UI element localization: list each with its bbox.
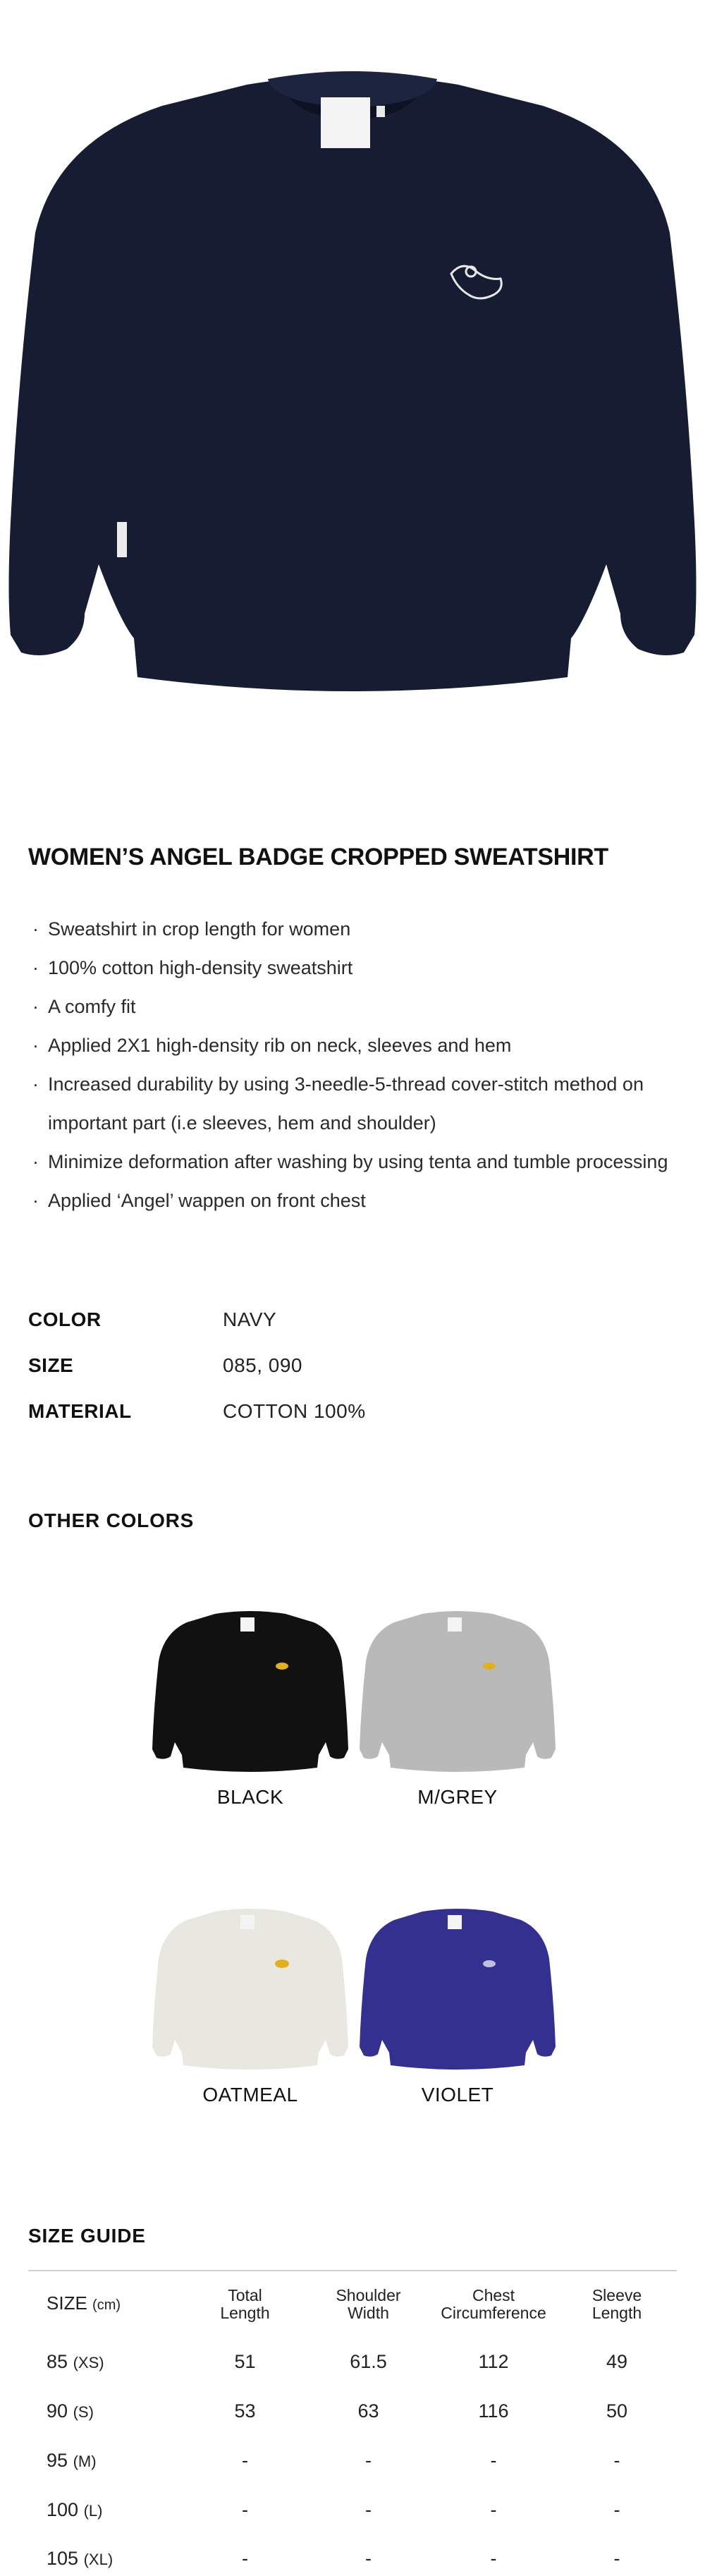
table-row [28, 2337, 677, 2386]
size-cell: 105 (XL) [47, 2548, 114, 2569]
color-label: VIOLET [421, 2084, 494, 2106]
color-label: OATMEAL [202, 2084, 298, 2106]
table-row [28, 2485, 677, 2534]
feature-item: · Increased durability by using 3-needle-5-thread cover-stitch method on important part (i.e sleeves, hem and shoulder) [28, 1065, 691, 1143]
table-cell: - [242, 2449, 248, 2471]
spec-row-size [28, 1342, 366, 1388]
spec-key: SIZE [28, 1354, 74, 1376]
table-cell: - [365, 2498, 372, 2520]
sweatshirt-thumbnail [148, 1885, 352, 2082]
table-cell: 53 [234, 2400, 256, 2422]
table-cell: 51 [234, 2350, 256, 2372]
feature-item: · Sweatshirt in crop length for women [28, 910, 691, 949]
feature-item: · 100% cotton high-density sweatshirt [28, 949, 691, 988]
size-cell: 85 (XS) [47, 2350, 104, 2372]
table-row [28, 2386, 677, 2436]
sleeve-length-header: Sleeve Length [591, 2285, 642, 2322]
spec-row-color [28, 1296, 366, 1342]
product-title: WOMEN’S ANGEL BADGE CROPPED SWEATSHIRT [28, 844, 608, 870]
table-cell: - [365, 2449, 372, 2471]
table-cell: - [490, 2498, 497, 2520]
size-cell: 90 (S) [47, 2400, 94, 2422]
table-cell: 49 [606, 2350, 628, 2372]
size-cell: 95 (M) [47, 2449, 97, 2471]
feature-item: · Minimize deformation after washing by using tenta and tumble processing [28, 1143, 691, 1181]
color-option-violet[interactable] [355, 1885, 560, 2106]
table-cell: - [365, 2548, 372, 2569]
sweatshirt-thumbnail [148, 1587, 352, 1785]
table-cell: 112 [478, 2350, 509, 2372]
table-cell: - [242, 2498, 248, 2520]
color-option-oatmeal[interactable] [148, 1885, 352, 2106]
size-table-header [28, 2271, 677, 2337]
table-cell: - [613, 2449, 620, 2471]
total-length-header: Total Length [220, 2285, 270, 2322]
size-header: SIZE (cm) [47, 2292, 121, 2314]
shoulder-width-header: Shoulder Width [336, 2285, 401, 2322]
table-cell: 61.5 [350, 2350, 387, 2372]
spec-table [28, 1296, 366, 1434]
feature-item: · Applied ‘Angel’ wappen on front chest [28, 1181, 691, 1220]
feature-item: · Applied 2X1 high-density rib on neck, sleeves and hem [28, 1026, 691, 1065]
spec-value: COTTON 100% [223, 1399, 366, 1422]
table-cell: - [613, 2548, 620, 2569]
sweatshirt-thumbnail [355, 1885, 560, 2082]
feature-list [28, 910, 691, 1220]
spec-key: MATERIAL [28, 1399, 132, 1422]
table-cell: - [490, 2449, 497, 2471]
spec-row-material [28, 1388, 366, 1434]
size-guide-table [28, 2270, 677, 2576]
table-cell: 63 [357, 2400, 379, 2422]
other-colors-heading: OTHER COLORS [28, 1509, 195, 1531]
size-cell: 100 (L) [47, 2498, 103, 2520]
spec-key: COLOR [28, 1308, 102, 1330]
table-cell: - [242, 2548, 248, 2569]
chest-header: Chest Circumference [441, 2285, 546, 2322]
color-label: M/GREY [417, 1786, 498, 1808]
product-hero-image [0, 0, 705, 705]
spec-value: NAVY [223, 1308, 277, 1330]
sweatshirt-thumbnail [355, 1587, 560, 1785]
color-option-black[interactable] [148, 1587, 352, 1809]
table-cell: 116 [478, 2400, 509, 2422]
size-guide-heading: SIZE GUIDE [28, 2225, 146, 2247]
table-row [28, 2534, 677, 2576]
spec-value: 085, 090 [223, 1354, 302, 1376]
feature-item: · A comfy fit [28, 988, 691, 1026]
table-cell: - [613, 2498, 620, 2520]
table-cell: 50 [606, 2400, 628, 2422]
color-option-m-grey[interactable] [355, 1587, 560, 1809]
color-label: BLACK [216, 1786, 284, 1808]
table-cell: - [490, 2548, 497, 2569]
sweatshirt-illustration [0, 0, 705, 705]
table-row [28, 2436, 677, 2485]
